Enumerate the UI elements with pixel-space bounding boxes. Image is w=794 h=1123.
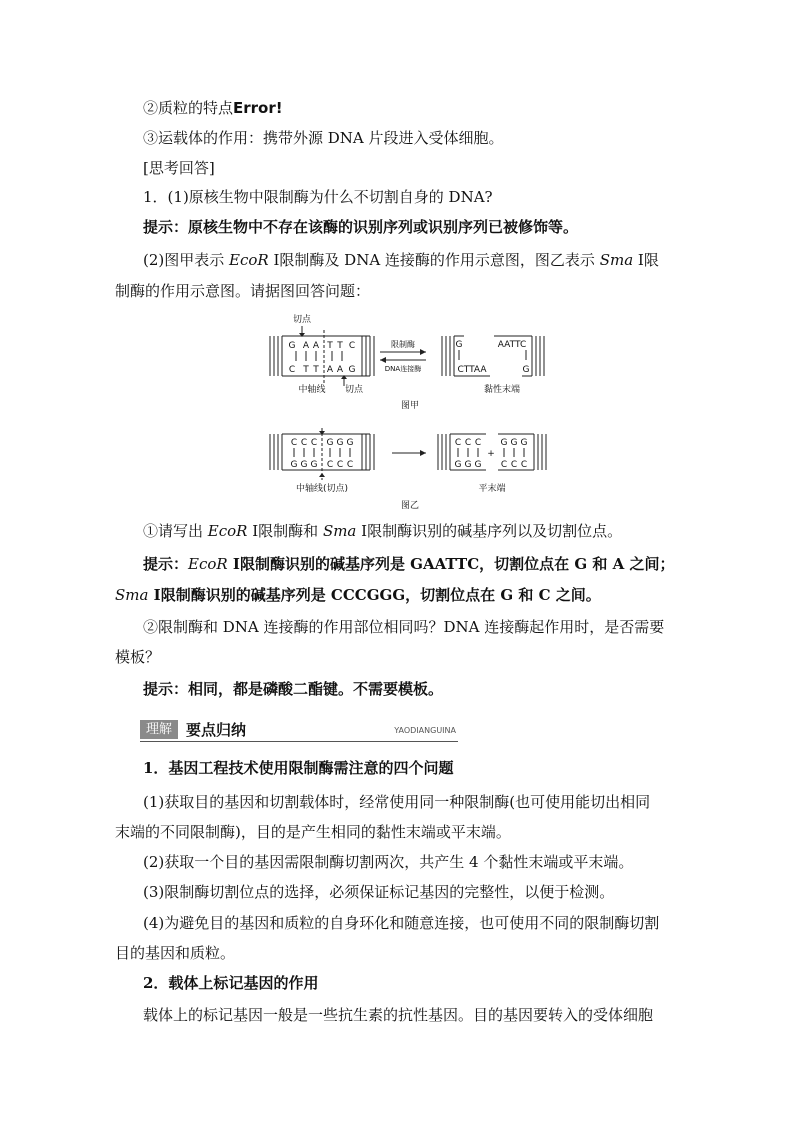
text: Ⅰ限制酶识别的碱基序列是 CCCGGG，切割位点在 G 和 C 之间。 (148, 586, 601, 604)
vector-role-line: ③运载体的作用：携带外源 DNA 片段进入受体细胞。 (143, 129, 504, 147)
blunt-end-label: 平末端 (478, 484, 506, 494)
dna-base: G (464, 460, 472, 470)
dna-base: C (288, 365, 296, 375)
banner-pinyin: YAODIANGUINA (394, 726, 456, 735)
figure-yi-caption: 图乙 (400, 501, 420, 511)
dna-base: C (474, 438, 482, 448)
dna-base: C (300, 438, 308, 448)
banner-divider (140, 741, 458, 742)
hint-1-1: 提示：原核生物中不存在该酶的识别序列或识别序列已被修饰等。 (143, 218, 579, 236)
sticky-end-label: 黏性末端 (483, 385, 521, 395)
key-point-1-2: (2)获取一个目的基因需限制酶切割两次，共产生 4 个黏性末端或平末端。 (143, 853, 634, 871)
enzyme-name: Sma (115, 586, 149, 604)
right-fragment-bottom: G (522, 365, 530, 375)
text: 提示： (143, 555, 189, 573)
left-fragment-top: G (455, 340, 463, 350)
dna-base: G (474, 460, 482, 470)
text: Ⅰ限制酶识别的碱基序列是 GAATTC，切割位点在 G 和 A 之间； (227, 555, 675, 573)
axis-cut-label: 中轴线(切点) (295, 484, 349, 494)
dna-base: G (510, 438, 518, 448)
hint-ligase: 提示：相同，都是磷酸二酯键。不需要模板。 (143, 680, 444, 698)
dna-base: G (520, 438, 528, 448)
dna-base: C (520, 460, 528, 470)
dna-base: C (510, 460, 518, 470)
hint-site-line2 (115, 584, 601, 606)
question-1-1: 1．(1)原核生物中限制酶为什么不切割自身的 DNA? (143, 188, 493, 206)
dna-base: C (290, 438, 298, 448)
enzyme-name: EcoR (229, 251, 269, 269)
figure-yi (260, 426, 560, 512)
key-point-1-1-line1: (1)获取目的基因和切割载体时，经常使用同一种限制酶(也可使用能切出相同 (143, 793, 651, 811)
dna-base: T (327, 341, 333, 351)
enzyme-name: EcoR (207, 522, 248, 540)
dna-base: G (346, 438, 354, 448)
text: Ⅰ限制酶及 DNA 连接酶的作用示意图，图乙表示 (268, 251, 600, 269)
figure-jia (260, 310, 560, 412)
key-point-1-heading: 1．基因工程技术使用限制酶需注意的四个问题 (143, 759, 454, 777)
axis-label: 中轴线 (298, 385, 326, 395)
question-ligase-line1: ②限制酶和 DNA 连接酶的作用部位相同吗？DNA 连接酶起作用时，是否需要 (143, 618, 665, 636)
question-site-line (143, 520, 622, 542)
section-think-answer: [思考回答] (143, 159, 215, 177)
enzyme-reverse-label: DNA连接酶 (384, 365, 422, 373)
plasmid-feature-line (143, 97, 283, 119)
question-1-2-line2: 制酶的作用示意图。请据图回答问题： (115, 282, 371, 300)
key-point-2-heading: 2．载体上标记基因的作用 (143, 974, 319, 992)
enzyme-forward-label: 限制酶 (391, 340, 415, 349)
cut-point-bottom-label: 切点 (344, 385, 364, 395)
dna-base: A (312, 341, 320, 351)
text: Ⅰ限制酶识别的碱基序列以及切割位点。 (356, 522, 623, 540)
dna-base: C (348, 341, 356, 351)
dna-base: C (454, 438, 462, 448)
dna-base: G (300, 460, 308, 470)
dna-base: G (454, 460, 462, 470)
question-1-2-line1 (143, 249, 659, 271)
dna-base: C (464, 438, 472, 448)
text: Ⅰ限制酶和 (247, 522, 323, 540)
cut-point-top-label: 切点 (292, 315, 312, 325)
dna-base: C (310, 438, 318, 448)
dna-base: T (303, 365, 309, 375)
dna-base: G (310, 460, 318, 470)
key-point-1-1-line2: 末端的不同限制酶)，目的是产生相同的黏性末端或平末端。 (115, 823, 511, 841)
question-ligase-line2: 模板？ (115, 648, 161, 666)
enzyme-name: Sma (322, 522, 357, 540)
hint-site-line1 (143, 553, 675, 575)
left-fragment-bottom: CTTAA (457, 365, 487, 375)
dna-base: G (500, 438, 508, 448)
text: (2)图甲表示 (143, 251, 230, 269)
text: ②质粒的特点 (143, 99, 234, 117)
dna-base: C (500, 460, 508, 470)
dna-base: A (336, 365, 344, 375)
banner-tag: 理解 (140, 720, 178, 739)
enzyme-name: EcoR (188, 555, 228, 573)
banner-title: 要点归纳 (186, 721, 247, 739)
dna-base: G (336, 438, 344, 448)
dna-base: G (326, 438, 334, 448)
dna-base: G (348, 365, 356, 375)
right-fragment-top: AATTC (497, 340, 527, 350)
dna-base: C (346, 460, 354, 470)
dna-base: A (326, 365, 334, 375)
dna-base: C (336, 460, 344, 470)
text: Ⅰ限 (633, 251, 659, 269)
dna-base: C (326, 460, 334, 470)
error-text: Error! (233, 99, 283, 117)
dna-base: A (302, 341, 310, 351)
figure-jia-caption: 图甲 (400, 401, 420, 411)
plus-sign: + (487, 449, 495, 459)
key-point-2-body: 载体上的标记基因一般是一些抗生素的抗性基因。目的基因要转入的受体细胞 (143, 1006, 654, 1024)
text: ①请写出 (143, 522, 208, 540)
key-point-1-4-line1: (4)为避免目的基因和质粒的自身环化和随意连接，也可使用不同的限制酶切割 (143, 914, 660, 932)
dna-base: G (288, 341, 296, 351)
enzyme-name: Sma (599, 251, 634, 269)
dna-base: G (290, 460, 298, 470)
section-banner (140, 718, 458, 742)
dna-base: T (313, 365, 319, 375)
dna-base: T (337, 341, 343, 351)
key-point-1-3: (3)限制酶切割位点的选择，必须保证标记基因的完整性，以便于检测。 (143, 883, 615, 901)
key-point-1-4-line2: 目的基因和质粒。 (115, 944, 236, 962)
